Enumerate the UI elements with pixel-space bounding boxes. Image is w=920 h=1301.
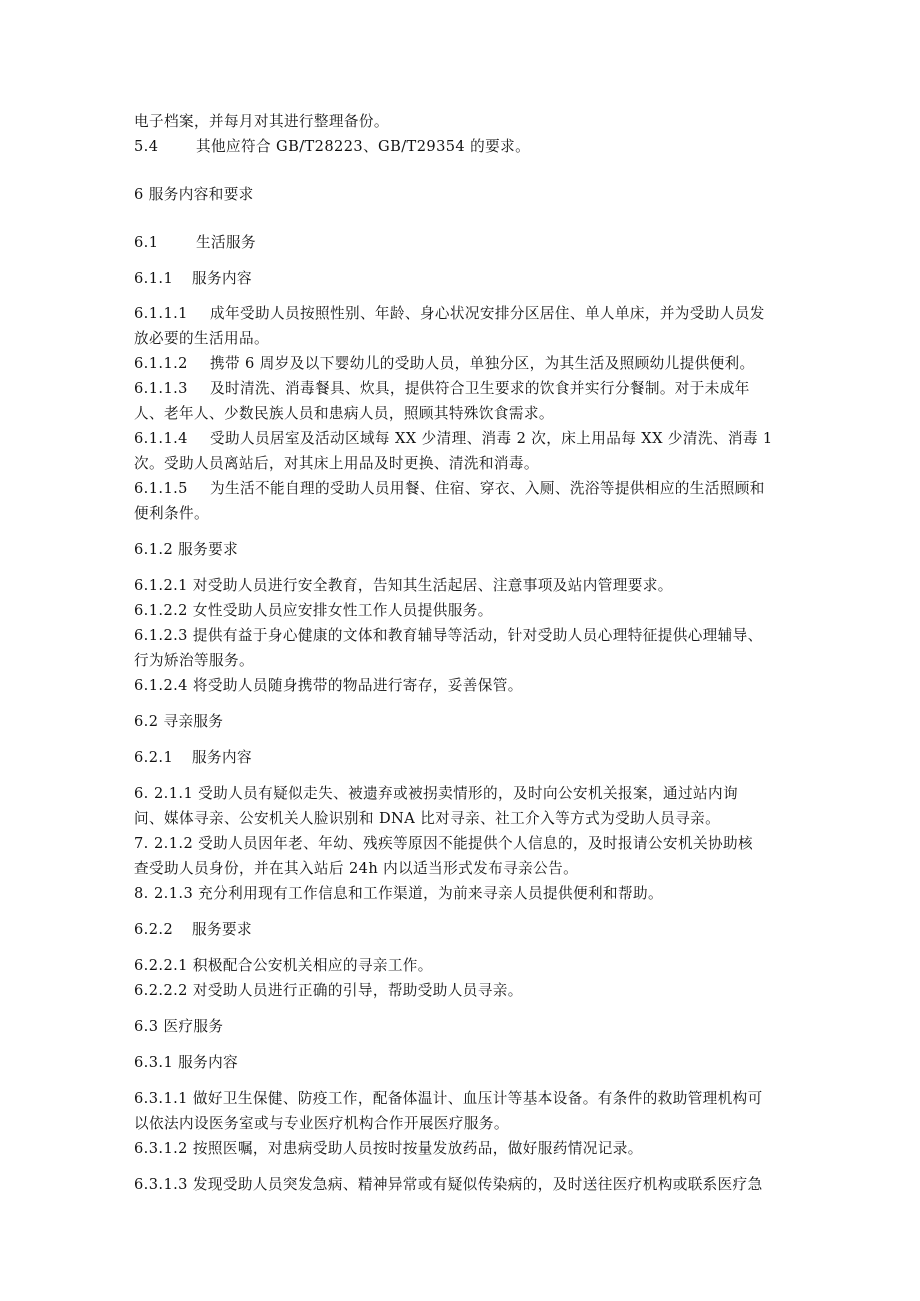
clause-number: 6.1 — [134, 234, 159, 251]
heading-text: 服务要求 — [192, 921, 252, 938]
text-line — [134, 429, 794, 449]
clause-number: 6.1.1 — [134, 270, 174, 287]
line-text: 为生活不能自理的受助人员用餐、住宿、穿衣、入厕、洗浴等提供相应的生活照顾和 — [210, 480, 765, 497]
line-text: 6.3.1.1 做好卫生保健、防疫工作，配备体温计、血压计等基本设备。有条件的救助管理机构可 — [134, 1090, 763, 1107]
section-heading — [134, 1017, 794, 1037]
section-heading — [134, 185, 794, 205]
clause-number: 6.1.1.1 — [134, 305, 188, 322]
section-heading — [134, 233, 794, 253]
text-line — [134, 1175, 794, 1195]
line-text: 放必要的生活用品。 — [134, 330, 269, 347]
line-text: 人、老年人、少数民族人员和患病人员，照顾其特殊饮食需求。 — [134, 405, 554, 422]
heading-text: 6.3.1 服务内容 — [134, 1054, 239, 1071]
line-text: 次。受助人员离站后，对其床上用品及时更换、清洗和消毒。 — [134, 455, 539, 472]
line-text: 问、媒体寻亲、公安机关人脸识别和 DNA 比对寻亲、社工介入等方式为受助人员寻亲。 — [134, 810, 721, 827]
clause-number: 6.2.2 — [134, 921, 174, 938]
line-text: 查受助人员身份，并在其入站后 24h 内以适当形式发布寻亲公告。 — [134, 860, 579, 877]
text-line — [134, 651, 794, 671]
text-line — [134, 1089, 794, 1109]
section-heading — [134, 269, 794, 289]
text-line — [134, 956, 794, 976]
line-text: 6.2.2.1 积极配合公安机关相应的寻亲工作。 — [134, 957, 433, 974]
clause-number: 6.1.1.4 — [134, 430, 188, 447]
clause-number: 6.1.1.2 — [134, 355, 188, 372]
line-text: 6.3.1.3 发现受助人员突发急病、精神异常或有疑似传染病的，及时送往医疗机构或联系医疗急 — [134, 1176, 763, 1193]
heading-text: 服务内容 — [192, 270, 252, 287]
line-text: 2.1.2 受助人员因年老、年幼、残疾等原因不能提供个人信息的，及时报请公安机关协助核 — [154, 835, 753, 852]
section-heading — [134, 748, 794, 768]
text-line — [134, 404, 794, 424]
text-line — [134, 859, 794, 879]
line-text: 电子档案，并每月对其进行整理备份。 — [134, 113, 389, 130]
text-line — [134, 626, 794, 646]
text-line — [134, 601, 794, 621]
clause-number: 6.2.1 — [134, 749, 174, 766]
clause-number: 8. — [134, 885, 149, 902]
heading-text: 6 服务内容和要求 — [134, 186, 254, 203]
line-text: 携带 6 周岁及以下婴幼儿的受助人员，单独分区，为其生活及照顾幼儿提供便利。 — [210, 355, 755, 372]
line-text: 成年受助人员按照性别、年龄、身心状况安排分区居住、单人单床，并为受助人员发 — [210, 305, 765, 322]
line-text: 6.3.1.2 按照医嘱，对患病受助人员按时按量发放药品，做好服药情况记录。 — [134, 1140, 643, 1157]
text-line — [134, 354, 794, 374]
line-text: 便利条件。 — [134, 505, 209, 522]
text-line — [134, 112, 794, 132]
clause-number: 5.4 — [134, 138, 159, 155]
section-heading — [134, 540, 794, 560]
heading-text: 6.1.2 服务要求 — [134, 541, 239, 558]
text-line — [134, 576, 794, 596]
clause-number: 6.1.1.3 — [134, 380, 188, 397]
text-line — [134, 479, 794, 499]
line-text: 6.1.2.4 将受助人员随身携带的物品进行寄存，妥善保管。 — [134, 677, 523, 694]
text-line — [134, 784, 794, 804]
line-text: 受助人员居室及活动区域每 XX 少清理、消毒 2 次，床上用品每 XX 少清洗、消毒 1 — [210, 430, 773, 447]
heading-text: 生活服务 — [196, 234, 256, 251]
clause-number: 6. — [134, 785, 149, 802]
text-line — [134, 834, 794, 854]
text-line — [134, 454, 794, 474]
line-text: 以依法内设医务室或与专业医疗机构合作开展医疗服务。 — [134, 1115, 509, 1132]
text-line — [134, 809, 794, 829]
line-text: 2.1.1 受助人员有疑似走失、被遗弃或被拐卖情形的，及时向公安机关报案，通过站内询 — [154, 785, 738, 802]
line-text: 行为矫治等服务。 — [134, 652, 254, 669]
text-line — [134, 884, 794, 904]
heading-text: 服务内容 — [192, 749, 252, 766]
section-heading — [134, 1053, 794, 1073]
clause-number: 6.1.1.5 — [134, 480, 188, 497]
text-line — [134, 676, 794, 696]
text-line — [134, 1139, 794, 1159]
section-heading — [134, 920, 794, 940]
line-text: 6.1.2.3 提供有益于身心健康的文体和教育辅导等活动，针对受助人员心理特征提供心理辅导、 — [134, 627, 763, 644]
text-line — [134, 137, 794, 157]
section-heading — [134, 712, 794, 732]
line-text: 2.1.3 充分利用现有工作信息和工作渠道，为前来寻亲人员提供便利和帮助。 — [154, 885, 663, 902]
text-line — [134, 329, 794, 349]
text-line — [134, 981, 794, 1001]
text-line — [134, 304, 794, 324]
line-text: 6.1.2.1 对受助人员进行安全教育，告知其生活起居、注意事项及站内管理要求。 — [134, 577, 673, 594]
clause-number: 7. — [134, 835, 149, 852]
line-text: 6.1.2.2 女性受助人员应安排女性工作人员提供服务。 — [134, 602, 493, 619]
heading-text: 6.2 寻亲服务 — [134, 713, 224, 730]
line-text: 6.2.2.2 对受助人员进行正确的引导，帮助受助人员寻亲。 — [134, 982, 523, 999]
heading-text: 6.3 医疗服务 — [134, 1018, 224, 1035]
text-line — [134, 504, 794, 524]
text-line — [134, 1114, 794, 1134]
line-text: 其他应符合 GB/T28223、GB/T29354 的要求。 — [196, 138, 531, 155]
line-text: 及时清洗、消毒餐具、炊具，提供符合卫生要求的饮食并实行分餐制。对于未成年 — [210, 380, 750, 397]
text-line — [134, 379, 794, 399]
